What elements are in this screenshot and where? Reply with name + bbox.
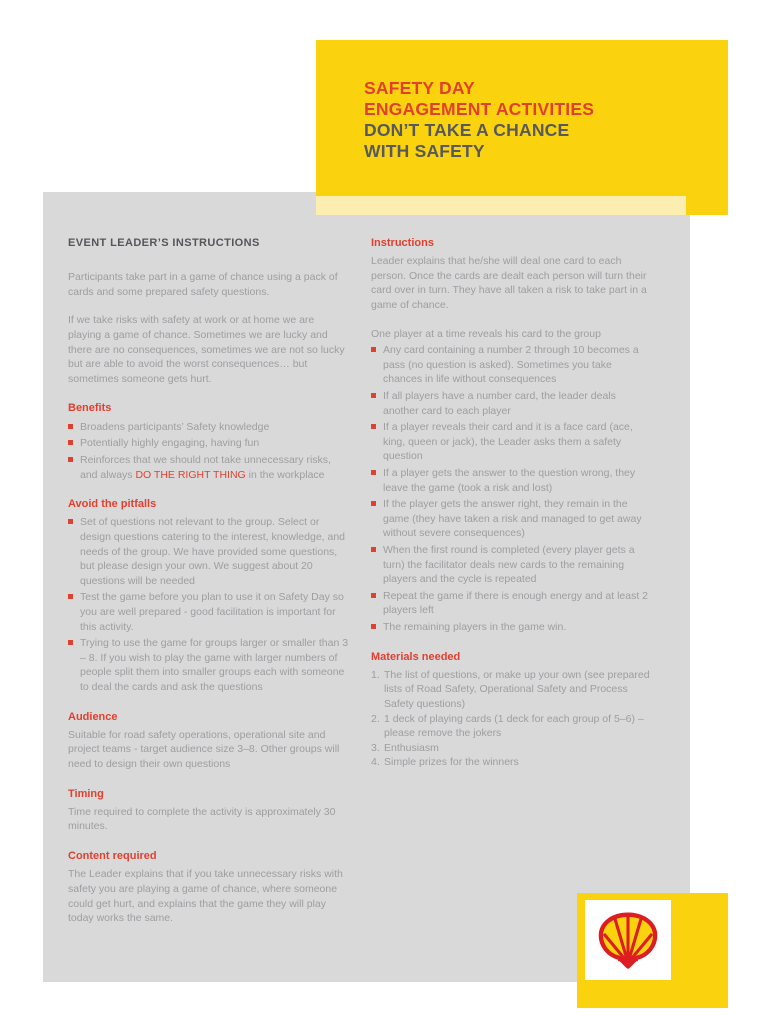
do-the-right-thing-highlight: DO THE RIGHT THING — [135, 468, 246, 481]
pitfalls-heading: Avoid the pitfalls — [68, 498, 157, 511]
benefits-heading: Benefits — [68, 402, 112, 415]
instructions-item: If a player gets the answer to the question wrong, they leave the game (took a risk and lost) — [371, 466, 652, 495]
materials-item-number: 1. — [371, 668, 380, 681]
right-column — [371, 236, 652, 940]
instructions-item: Any card containing a number 2 through 10 becomes a pass (no question is asked). Sometimes you take chances in life without consequences — [371, 343, 652, 387]
header-title-line4: WITH SAFETY — [364, 141, 485, 161]
header-banner — [316, 40, 728, 215]
left-column — [68, 236, 349, 940]
materials-item-number: 2. — [371, 712, 380, 725]
intro-paragraph-1: Participants take part in a game of chance using a pack of cards and some prepared safety questions. — [68, 271, 338, 298]
materials-item: 2. 1 deck of playing cards (1 deck for each group of 5–6) – please remove the jokers — [371, 712, 644, 740]
content-required-body: The Leader explains that if you take unnecessary risks with safety you are playing a game of chance, where someone could get hurt, and explains that the game they will play today works the same. — [68, 868, 343, 925]
instructions-heading: Instructions — [371, 237, 434, 249]
instructions-item: If the player gets the answer right, they remain in the game (they have taken a risk and managed to get away without severe consequences) — [371, 497, 652, 541]
materials-item-number: 3. — [371, 741, 380, 754]
materials-item: 4. Simple prizes for the winners — [371, 756, 519, 769]
header-title — [316, 40, 728, 162]
benefits-item-text: in the workplace — [245, 468, 325, 481]
pitfalls-item: Test the game before you plan to use it on Safety Day so you are well prepared - good facilitation is important for this activity. — [68, 590, 349, 634]
header-title-line2: ENGAGEMENT ACTIVITIES — [364, 99, 595, 119]
bullet-square-icon — [371, 624, 376, 629]
pitfalls-item: Trying to use the game for groups larger or smaller than 3 – 8. If you wish to play the game with larger numbers of people split them into smaller groups each with someone to deal the cards and ask the questions — [68, 636, 349, 694]
audience-body: Suitable for road safety operations, operational site and project teams - target audience size 3–8. Other groups will need to design their own questions — [68, 728, 340, 770]
instructions-paragraph-2: One player at a time reveals his card to the group — [371, 327, 601, 340]
header-title-line1: SAFETY DAY — [364, 78, 475, 98]
instructions-item: The remaining players in the game win. — [371, 620, 652, 635]
audience-heading: Audience — [68, 710, 118, 723]
instructions-item: Repeat the game if there is enough energy and at least 2 players left — [371, 589, 652, 618]
materials-heading: Materials needed — [371, 650, 461, 663]
bullet-square-icon — [371, 393, 376, 398]
benefits-item: Potentially highly engaging, having fun — [68, 436, 349, 451]
materials-item: 1. The list of questions, or make up your own (see prepared lists of Road Safety, Operational Safety and Process Safety questions) — [371, 668, 650, 710]
header-title-line3: DON’T TAKE A CHANCE — [364, 120, 570, 140]
timing-body: Time required to complete the activity is approximately 30 minutes. — [68, 805, 336, 833]
benefits-item-text: Reinforces that we should not take unnecessary risks, and always — [80, 453, 331, 481]
benefits-item: Broadens participants’ Safety knowledge — [68, 420, 349, 435]
bullet-square-icon — [371, 347, 376, 352]
bullet-square-icon — [371, 547, 376, 552]
document-columns — [68, 236, 652, 940]
pitfalls-item: Set of questions not relevant to the group. Select or design questions catering to the interest, knowledge, and needs of the group. We have provided some questions, but please design your own. We suggest about 20 questions will be needed — [68, 515, 349, 588]
instructions-item: When the first round is completed (every player gets a turn) the facilitator deals new cards to the remaining players and the cycle is repeated — [371, 543, 652, 587]
instructions-item: If a player reveals their card and it is a face card (ace, king, queen or jack), the Leader asks them a safety question — [371, 420, 652, 464]
content-required-heading: Content required — [68, 850, 157, 863]
materials-item-number: 4. — [371, 756, 380, 769]
bullet-square-icon — [68, 457, 73, 462]
bullet-square-icon — [68, 640, 73, 645]
bullet-square-icon — [68, 519, 73, 524]
bullet-square-icon — [371, 424, 376, 429]
bullet-square-icon — [68, 440, 73, 445]
bullet-square-icon — [68, 594, 73, 599]
instructions-item: If all players have a number card, the leader deals another card to each player — [371, 389, 652, 418]
event-leader-heading: EVENT LEADER’S INSTRUCTIONS — [68, 237, 260, 249]
materials-item: 3. Enthusiasm — [371, 741, 439, 754]
intro-paragraph-2: If we take risks with safety at work or at home we are playing a game of chance. Sometimes we are lucky and there are no consequences, sometimes we are not so lucky but are able to avoid the worst consequences… but sometimes someone gets hurt. — [68, 314, 345, 385]
instructions-paragraph-1: Leader explains that he/she will deal one card to each person. Once the cards are dealt each person will turn their card over in turn. They have all taken a risk to take part in a game of chance. — [371, 255, 647, 312]
header-pale-strip — [316, 196, 686, 215]
bullet-square-icon — [371, 593, 376, 598]
timing-heading: Timing — [68, 787, 104, 800]
bullet-square-icon — [371, 501, 376, 506]
bullet-square-icon — [68, 424, 73, 429]
bullet-square-icon — [371, 470, 376, 475]
benefits-item — [68, 453, 349, 482]
